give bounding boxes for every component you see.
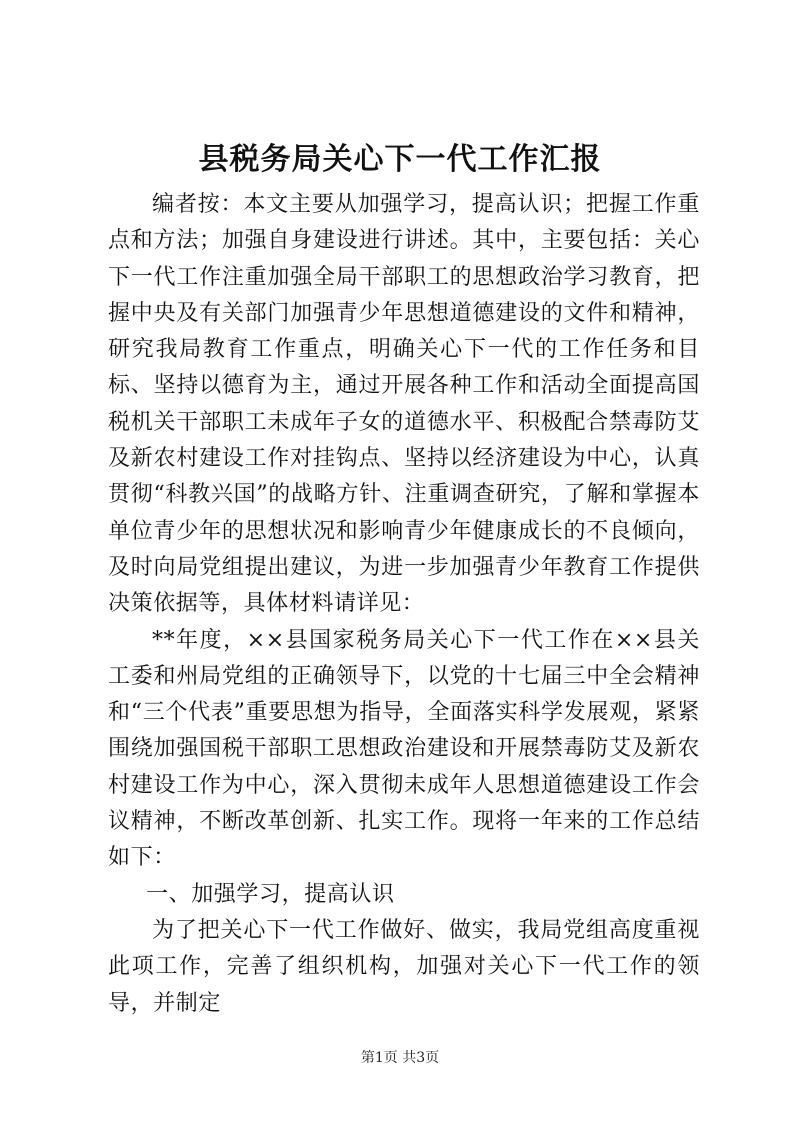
document-body <box>108 187 700 1022</box>
page-title: 县税务局关心下一代工作汇报 <box>198 142 602 177</box>
section-paragraph: 为了把关心下一代工作做好、做实，我局党组高度重视此项工作，完善了组织机构，加强对关心下一代工作的领导，并制定 <box>108 917 700 1016</box>
page-number: 第1页 共3页 <box>360 1050 440 1066</box>
intro-paragraph: **年度，××县国家税务局关心下一代工作在××县关工委和州局党组的正确领导下，以党的十七届三中全会精神和“三个代表”重要思想为指导，全面落实科学发展观，紧紧围绕加强国税干部职工思想政治建设和开展禁毒防艾及新农村建设工作为中心，深入贯彻未成年人思想道德建设工作会议精神，不断改革创新、扎实工作。现将一年来的工作总结如下： <box>108 627 700 871</box>
editor-note-paragraph: 编者按：本文主要从加强学习，提高认识；把握工作重点和方法；加强自身建设进行讲述。其中，主要包括：关心下一代工作注重加强全局干部职工的思想政治学习教育，把握中央及有关部门加强青少年思想道德建设的文件和精神，研究我局教育工作重点，明确关心下一代的工作任务和目标、坚持以德育为主，通过开展各种工作和活动全面提高国税机关干部职工未成年子女的道德水平、积极配合禁毒防艾及新农村建设工作对挂钩点、坚持以经济建设为中心，认真贯彻“科教兴国”的战略方针、注重调查研究，了解和掌握本单位青少年的思想状况和影响青少年健康成长的不良倾向，及时向局党组提出建议，为进一步加强青少年教育工作提供决策依据等，具体材料请详见： <box>108 192 700 617</box>
section-heading: 一、加强学习，提高认识 <box>146 881 395 907</box>
